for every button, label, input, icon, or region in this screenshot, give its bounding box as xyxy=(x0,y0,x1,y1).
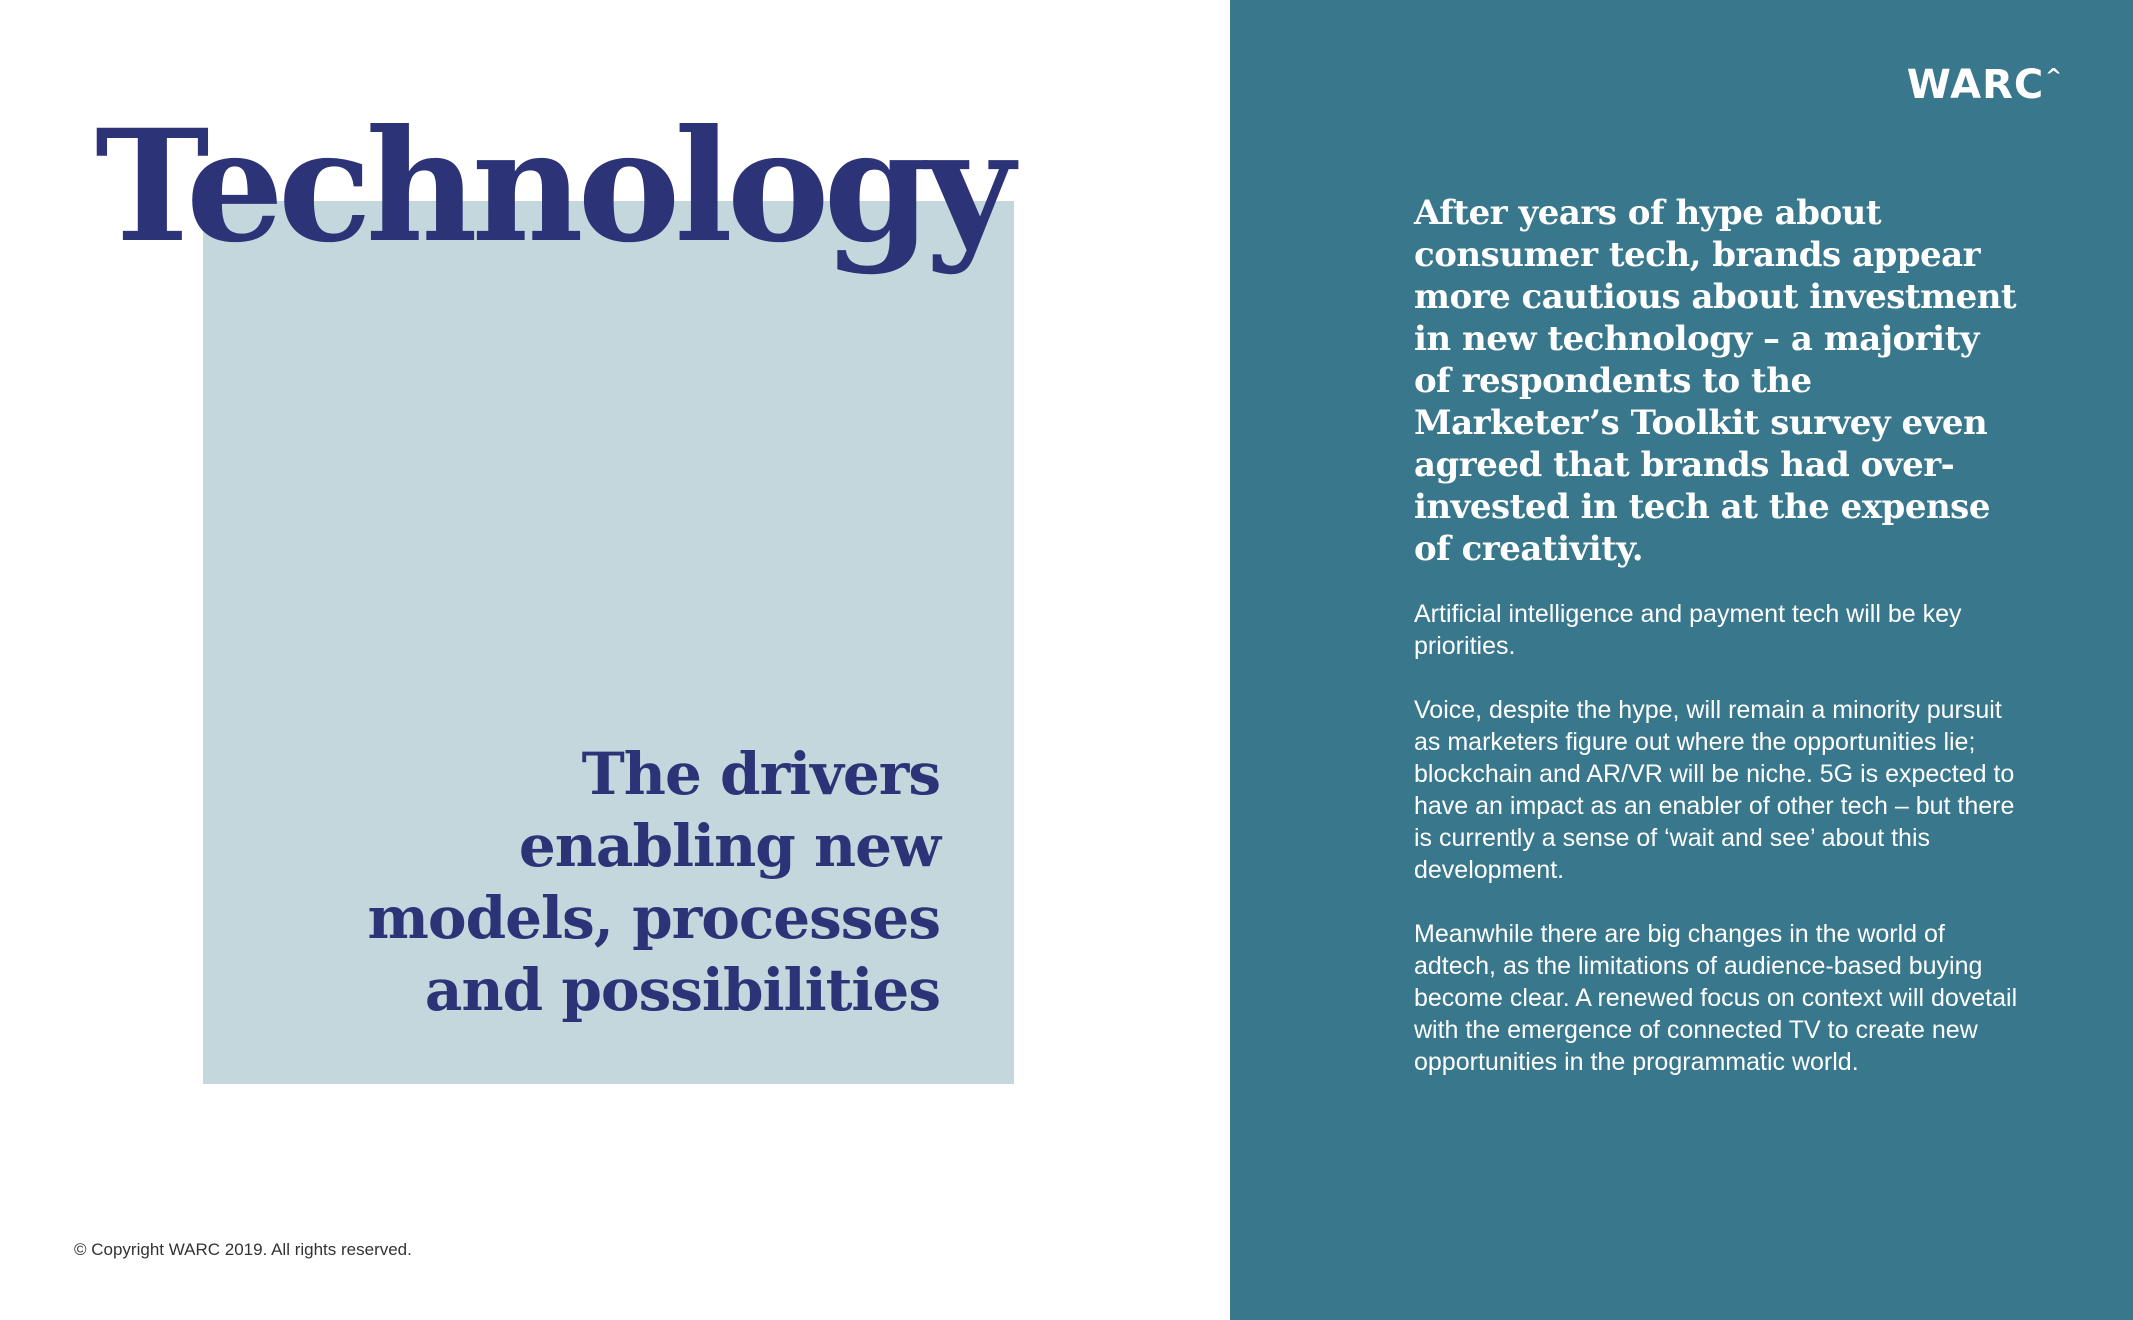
warc-logo xyxy=(1907,62,2063,108)
text-column xyxy=(1414,192,2024,1110)
subtitle-line: and possibilities xyxy=(424,956,940,1024)
body-paragraph: Meanwhile there are big changes in the world of adtech, as the limitations of audience-based buying become clear. A renewed focus on context will dovetail with the emergence of connected TV to create new opportunities in the programmatic world. xyxy=(1414,920,2018,1076)
logo-wordmark: WARC xyxy=(1906,62,2045,108)
subtitle-line: enabling new xyxy=(518,812,940,880)
body-paragraph: Voice, despite the hype, will remain a minority pursuit as marketers figure out where the opportunities lie; blockchain and AR/VR will be niche. 5G is expected to have an impact as an enabler of other tech – but there is currently a sense of ‘wait and see’ about this development. xyxy=(1414,696,2015,884)
right-panel xyxy=(1230,0,2133,1320)
body-paragraph: Artificial intelligence and payment tech will be key priorities. xyxy=(1414,600,1962,660)
copyright-notice: © Copyright WARC 2019. All rights reserved. xyxy=(74,1240,412,1259)
page-title: Technology xyxy=(95,96,1009,277)
lead-paragraph: After years of hype about consumer tech, brands appear more cautious about investment in new technology – a majority of respondents to the Marketer’s Toolkit survey even agreed that brands had over-invested in tech at the expense of creativity. xyxy=(1414,193,2017,569)
logo-caret-icon: ^ xyxy=(2045,64,2063,88)
subtitle-line: The drivers xyxy=(581,740,940,808)
subtitle xyxy=(260,738,940,1026)
subtitle-line: models, processes xyxy=(367,884,940,952)
